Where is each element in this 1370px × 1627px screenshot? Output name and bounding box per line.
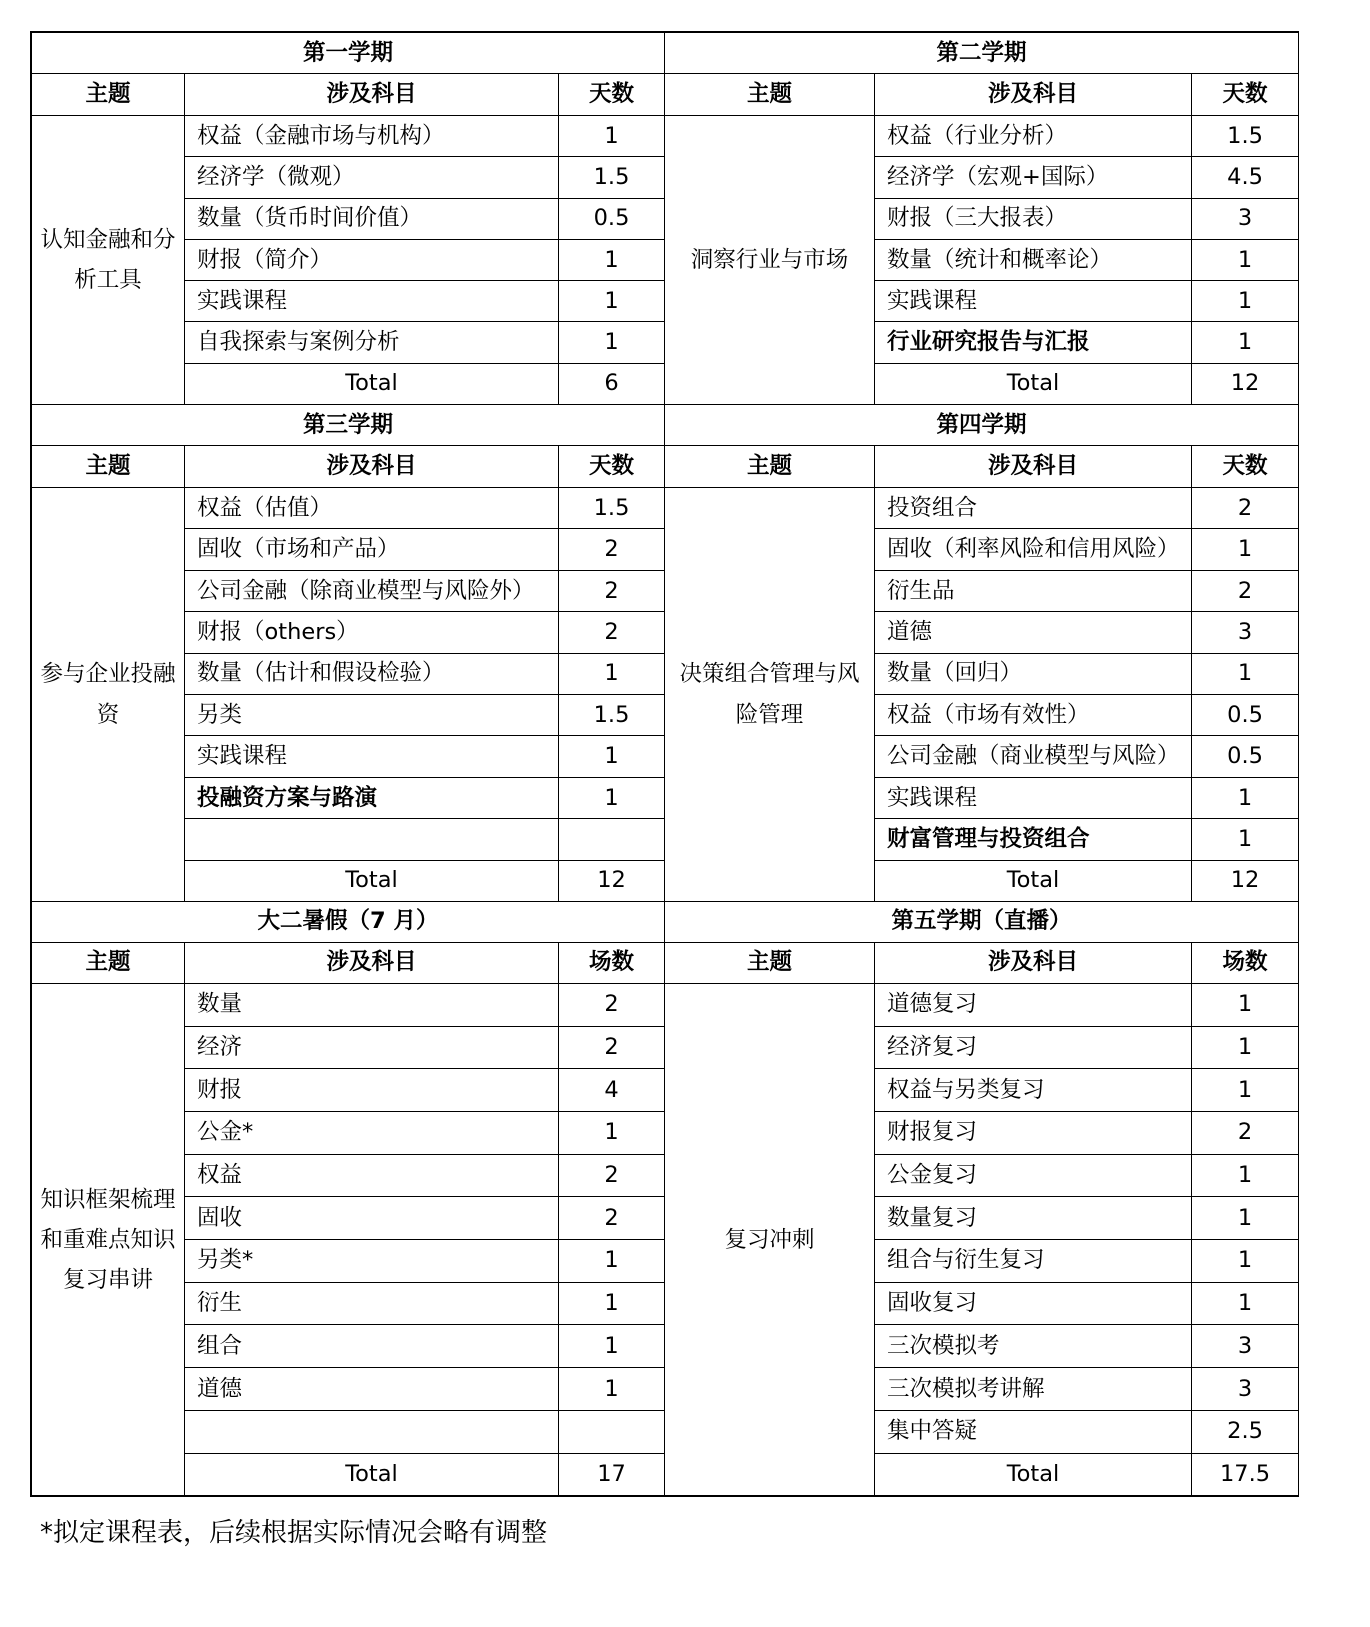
subject-cell: 权益: [185, 1154, 559, 1197]
column-header-subject: 涉及科目: [875, 74, 1192, 116]
days-cell: 1: [559, 736, 665, 777]
subject-cell: 另类*: [185, 1240, 559, 1283]
total-value: 12: [1192, 363, 1299, 404]
column-header-theme: 主题: [665, 446, 875, 488]
theme-cell: 洞察行业与市场: [665, 116, 875, 405]
days-cell: 1: [1192, 653, 1299, 694]
days-cell: 1: [1192, 1240, 1299, 1283]
theme-cell: 知识框架梳理和重难点知识复习串讲: [32, 983, 185, 1495]
days-cell: 1: [1192, 1154, 1299, 1197]
subject-cell: 财富管理与投资组合: [875, 819, 1192, 860]
subject-cell: 道德: [185, 1368, 559, 1411]
days-cell: 2: [559, 1154, 665, 1197]
days-cell: 2: [559, 983, 665, 1026]
subject-cell: [185, 1410, 559, 1453]
subject-cell: 经济: [185, 1026, 559, 1069]
days-cell: 0.5: [559, 198, 665, 239]
column-header-days: 天数: [559, 74, 665, 116]
days-cell: [559, 819, 665, 860]
subject-cell: 固收: [185, 1197, 559, 1240]
column-header-subject: 涉及科目: [875, 446, 1192, 488]
subject-cell: [185, 819, 559, 860]
semester-title: 第三学期: [32, 405, 665, 446]
semester-title: 第一学期: [32, 33, 665, 74]
subject-cell: 财报: [185, 1069, 559, 1112]
subject-cell: 衍生品: [875, 570, 1192, 611]
subject-cell: 经济复习: [875, 1026, 1192, 1069]
total-value: 12: [559, 860, 665, 901]
semester-title: 第四学期: [665, 405, 1299, 446]
days-cell: 1: [559, 653, 665, 694]
subject-cell: 固收（市场和产品）: [185, 529, 559, 570]
subject-cell: 固收（利率风险和信用风险）: [875, 529, 1192, 570]
theme-cell: 参与企业投融资: [32, 488, 185, 902]
subject-cell: 固收复习: [875, 1282, 1192, 1325]
days-cell: 1: [559, 1325, 665, 1368]
column-header-theme: 主题: [32, 74, 185, 116]
table-row: [32, 116, 1299, 157]
days-cell: 1: [559, 1368, 665, 1411]
subject-cell: 财报（简介）: [185, 239, 559, 280]
days-cell: 1: [1192, 983, 1299, 1026]
column-header-row: [32, 446, 1299, 488]
theme-cell: 决策组合管理与风险管理: [665, 488, 875, 902]
subject-cell: 组合: [185, 1325, 559, 1368]
total-value: 17.5: [1192, 1453, 1299, 1496]
block-title-row: [32, 405, 1299, 446]
column-header-row: [32, 942, 1299, 983]
subject-cell: 经济学（宏观+国际）: [875, 157, 1192, 198]
days-cell: 1: [1192, 239, 1299, 280]
days-cell: 1.5: [559, 695, 665, 736]
total-label: Total: [185, 363, 559, 404]
subject-cell: 投融资方案与路演: [185, 777, 559, 818]
subject-cell: 公金*: [185, 1112, 559, 1155]
subject-cell: 数量（统计和概率论）: [875, 239, 1192, 280]
total-label: Total: [875, 1453, 1192, 1496]
subject-cell: 公司金融（商业模型与风险）: [875, 736, 1192, 777]
subject-cell: 权益（行业分析）: [875, 116, 1192, 157]
days-cell: 1: [559, 322, 665, 363]
days-cell: 1: [1192, 322, 1299, 363]
days-cell: [559, 1410, 665, 1453]
column-header-subject: 涉及科目: [875, 942, 1192, 983]
days-cell: 1: [559, 239, 665, 280]
days-cell: 1: [1192, 1069, 1299, 1112]
semester-title: 大二暑假（7 月）: [32, 901, 665, 942]
subject-cell: 道德复习: [875, 983, 1192, 1026]
subject-cell: 公司金融（除商业模型与风险外）: [185, 570, 559, 611]
days-cell: 3: [1192, 1325, 1299, 1368]
days-cell: 4.5: [1192, 157, 1299, 198]
days-cell: 4: [559, 1069, 665, 1112]
days-cell: 1: [559, 116, 665, 157]
days-cell: 2: [1192, 488, 1299, 529]
subject-cell: 集中答疑: [875, 1410, 1192, 1453]
subject-cell: 数量（估计和假设检验）: [185, 653, 559, 694]
table-row: [32, 488, 1299, 529]
semester-title: 第五学期（直播）: [665, 901, 1299, 942]
subject-cell: 数量（货币时间价值）: [185, 198, 559, 239]
footnote: *拟定课程表，后续根据实际情况会略有调整: [40, 1518, 548, 1548]
theme-cell: 认知金融和分析工具: [32, 116, 185, 405]
days-cell: 1.5: [559, 488, 665, 529]
days-cell: 1: [559, 777, 665, 818]
column-header-days: 场数: [559, 942, 665, 983]
days-cell: 0.5: [1192, 736, 1299, 777]
column-header-subject: 涉及科目: [185, 74, 559, 116]
table-row: [32, 983, 1299, 1026]
subject-cell: 三次模拟考讲解: [875, 1368, 1192, 1411]
days-cell: 2: [559, 570, 665, 611]
days-cell: 2.5: [1192, 1410, 1299, 1453]
column-header-days: 天数: [559, 446, 665, 488]
days-cell: 1: [559, 1240, 665, 1283]
subject-cell: 实践课程: [875, 281, 1192, 322]
days-cell: 1: [1192, 819, 1299, 860]
subject-cell: 行业研究报告与汇报: [875, 322, 1192, 363]
days-cell: 1.5: [559, 157, 665, 198]
subject-cell: 实践课程: [875, 777, 1192, 818]
total-value: 12: [1192, 860, 1299, 901]
days-cell: 3: [1192, 198, 1299, 239]
column-header-days: 天数: [1192, 446, 1299, 488]
column-header-days: 场数: [1192, 942, 1299, 983]
column-header-subject: 涉及科目: [185, 446, 559, 488]
subject-cell: 权益（估值）: [185, 488, 559, 529]
days-cell: 1: [559, 281, 665, 322]
column-header-theme: 主题: [665, 942, 875, 983]
course-schedule-table: [31, 32, 1299, 1496]
column-header-theme: 主题: [32, 942, 185, 983]
days-cell: 3: [1192, 612, 1299, 653]
total-value: 6: [559, 363, 665, 404]
semester-title: 第二学期: [665, 33, 1299, 74]
total-value: 17: [559, 1453, 665, 1496]
days-cell: 1: [1192, 1026, 1299, 1069]
total-label: Total: [185, 1453, 559, 1496]
column-header-theme: 主题: [665, 74, 875, 116]
column-header-row: [32, 74, 1299, 116]
days-cell: 1: [559, 1282, 665, 1325]
subject-cell: 组合与衍生复习: [875, 1240, 1192, 1283]
days-cell: 2: [559, 1197, 665, 1240]
total-label: Total: [185, 860, 559, 901]
subject-cell: 数量: [185, 983, 559, 1026]
subject-cell: 权益（金融市场与机构）: [185, 116, 559, 157]
block-title-row: [32, 33, 1299, 74]
subject-cell: 公金复习: [875, 1154, 1192, 1197]
days-cell: 1: [1192, 1197, 1299, 1240]
days-cell: 2: [559, 1026, 665, 1069]
column-header-days: 天数: [1192, 74, 1299, 116]
days-cell: 1.5: [1192, 116, 1299, 157]
days-cell: 0.5: [1192, 695, 1299, 736]
days-cell: 1: [559, 1112, 665, 1155]
subject-cell: 三次模拟考: [875, 1325, 1192, 1368]
subject-cell: 财报（others）: [185, 612, 559, 653]
days-cell: 2: [559, 612, 665, 653]
total-label: Total: [875, 363, 1192, 404]
days-cell: 3: [1192, 1368, 1299, 1411]
days-cell: 1: [1192, 1282, 1299, 1325]
days-cell: 1: [1192, 777, 1299, 818]
subject-cell: 另类: [185, 695, 559, 736]
subject-cell: 实践课程: [185, 736, 559, 777]
column-header-theme: 主题: [32, 446, 185, 488]
subject-cell: 经济学（微观）: [185, 157, 559, 198]
subject-cell: 衍生: [185, 1282, 559, 1325]
days-cell: 2: [1192, 1112, 1299, 1155]
days-cell: 2: [559, 529, 665, 570]
subject-cell: 投资组合: [875, 488, 1192, 529]
total-label: Total: [875, 860, 1192, 901]
subject-cell: 道德: [875, 612, 1192, 653]
subject-cell: 数量复习: [875, 1197, 1192, 1240]
subject-cell: 权益与另类复习: [875, 1069, 1192, 1112]
days-cell: 1: [1192, 529, 1299, 570]
column-header-subject: 涉及科目: [185, 942, 559, 983]
subject-cell: 数量（回归）: [875, 653, 1192, 694]
days-cell: 2: [1192, 570, 1299, 611]
subject-cell: 财报复习: [875, 1112, 1192, 1155]
subject-cell: 权益（市场有效性）: [875, 695, 1192, 736]
theme-cell: 复习冲刺: [665, 983, 875, 1495]
block-title-row: [32, 901, 1299, 942]
subject-cell: 自我探索与案例分析: [185, 322, 559, 363]
subject-cell: 实践课程: [185, 281, 559, 322]
subject-cell: 财报（三大报表）: [875, 198, 1192, 239]
days-cell: 1: [1192, 281, 1299, 322]
